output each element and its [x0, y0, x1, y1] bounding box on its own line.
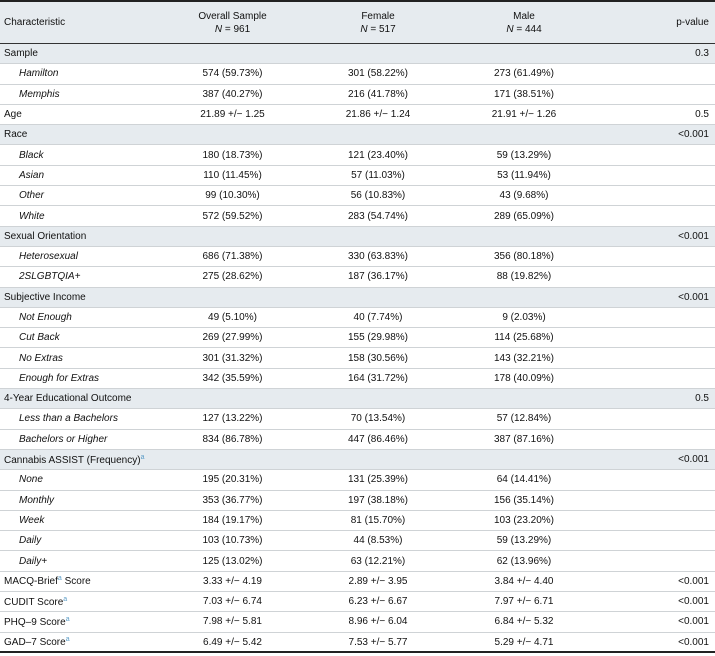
- row-label-text: Heterosexual: [19, 251, 78, 263]
- table-row: [0, 571, 715, 591]
- cell-male: 43 (9.68%): [499, 190, 549, 202]
- row-label: [0, 389, 160, 409]
- cell-overall: 125 (13.02%): [202, 555, 263, 567]
- row-label-text: None: [19, 474, 43, 486]
- row-label: [0, 287, 160, 307]
- table-body: [0, 44, 715, 653]
- row-label-text: Sexual Orientation: [4, 230, 87, 242]
- cell-male: 53 (11.94%): [497, 169, 551, 181]
- cell-male: 356 (80.18%): [493, 251, 555, 263]
- group-row: [0, 125, 715, 145]
- cell-pvalue: <0.001: [678, 454, 709, 466]
- row-label: [0, 206, 160, 226]
- row-label: [0, 632, 160, 652]
- cell-female: 301 (58.22%): [347, 68, 409, 80]
- header-male-n-value: = 444: [513, 23, 542, 35]
- row-label-text: 4-Year Educational Outcome: [4, 393, 132, 405]
- cell-female: 2.89 +/− 3.95: [348, 575, 408, 587]
- row-label-text: Asian: [19, 169, 45, 181]
- row-label: [0, 531, 160, 551]
- cell-overall: [160, 226, 305, 246]
- row-label-text: Not Enough: [19, 312, 72, 323]
- cell-female: 21.86 +/− 1.24: [345, 109, 411, 121]
- row-label-text: Monthly: [19, 494, 55, 506]
- cell-female: 70 (13.54%): [350, 413, 406, 425]
- cell-pvalue: [597, 145, 715, 165]
- row-label: [0, 165, 160, 185]
- cell-pvalue: [597, 84, 715, 104]
- cell-male: 143 (32.21%): [493, 352, 555, 364]
- cell-pvalue: 0.5: [695, 393, 709, 405]
- cell-female: 131 (25.39%): [347, 474, 409, 486]
- cell-overall: 195 (20.31%): [202, 474, 263, 486]
- table-row: [0, 490, 715, 510]
- group-row: [0, 389, 715, 409]
- cell-male: 88 (19.82%): [496, 271, 552, 283]
- table-row: [0, 246, 715, 266]
- cell-pvalue: [597, 165, 715, 185]
- cell-pvalue: <0.001: [678, 636, 709, 648]
- cell-male: 6.84 +/− 5.32: [494, 616, 554, 628]
- header-female-n-value: = 517: [367, 23, 396, 35]
- row-label: [0, 307, 160, 327]
- row-label-text: White: [19, 210, 45, 222]
- cell-male: 64 (14.41%): [496, 474, 552, 486]
- cell-male: 171 (38.51%): [493, 88, 555, 100]
- table-header: [0, 1, 715, 44]
- cell-overall: [160, 389, 305, 409]
- cell-male: 7.97 +/− 6.71: [494, 596, 554, 608]
- cell-female: [305, 287, 451, 307]
- cell-female: 56 (10.83%): [350, 190, 406, 202]
- row-label-text: Bachelors or Higher: [19, 433, 108, 445]
- group-row: [0, 287, 715, 307]
- footnote-marker: a: [63, 595, 68, 603]
- header-overall: [160, 1, 305, 44]
- row-label: [0, 226, 160, 246]
- cell-male: [451, 44, 597, 64]
- header-overall-n-label: N: [214, 23, 223, 35]
- header-male: [451, 1, 597, 44]
- row-label: [0, 246, 160, 266]
- row-label-text: No Extras: [19, 352, 63, 364]
- row-label-text: Week: [19, 514, 45, 526]
- cell-female: 63 (12.21%): [350, 555, 406, 567]
- cell-overall: 342 (35.59%): [202, 372, 263, 384]
- header-male-label: Male: [513, 10, 535, 22]
- cell-female: 57 (11.03%): [351, 169, 405, 181]
- cell-pvalue: [597, 551, 715, 571]
- cell-female: 8.96 +/− 6.04: [348, 616, 408, 628]
- cell-female: 121 (23.40%): [347, 149, 409, 161]
- table-row: [0, 348, 715, 368]
- cell-male: 3.84 +/− 4.40: [494, 575, 554, 587]
- cell-female: 44 (8.53%): [353, 535, 403, 547]
- cell-pvalue: [597, 368, 715, 388]
- cell-female: [305, 449, 451, 469]
- cell-female: 447 (86.46%): [347, 433, 409, 445]
- row-label: [0, 186, 160, 206]
- cell-male: 57 (12.84%): [496, 413, 552, 425]
- cell-pvalue: <0.001: [678, 230, 709, 242]
- table-row: [0, 328, 715, 348]
- row-label: [0, 104, 160, 124]
- header-overall-n: [160, 23, 305, 36]
- header-female: [305, 1, 451, 44]
- header-female-n: [305, 23, 451, 36]
- cell-overall: 3.33 +/− 4.19: [203, 575, 262, 587]
- row-label: [0, 510, 160, 530]
- table-row: [0, 186, 715, 206]
- cell-female: 81 (15.70%): [350, 514, 406, 526]
- table-row: [0, 64, 715, 84]
- row-label: [0, 449, 160, 469]
- row-label: [0, 267, 160, 287]
- cell-pvalue: [597, 490, 715, 510]
- table-row: [0, 429, 715, 449]
- header-overall-n-value: = 961: [222, 23, 251, 35]
- cell-pvalue: <0.001: [678, 616, 709, 628]
- row-label: [0, 429, 160, 449]
- row-label: [0, 612, 160, 632]
- header-male-n: [451, 23, 597, 36]
- row-label-text: Age: [4, 109, 22, 121]
- cell-pvalue: [597, 186, 715, 206]
- cell-overall: 103 (10.73%): [202, 535, 263, 547]
- row-label-text: Sample: [4, 48, 38, 60]
- cell-overall: 275 (28.62%): [202, 271, 263, 283]
- cell-pvalue: [597, 307, 715, 327]
- row-label: [0, 145, 160, 165]
- row-label-text: Less than a Bachelors: [19, 413, 118, 425]
- group-row: [0, 226, 715, 246]
- cell-overall: 6.49 +/− 5.42: [203, 636, 262, 648]
- cell-female: 216 (41.78%): [347, 88, 409, 100]
- row-label-text: Cut Back: [19, 332, 60, 344]
- cell-pvalue: [597, 470, 715, 490]
- cell-overall: 572 (59.52%): [202, 210, 263, 222]
- cell-overall: 127 (13.22%): [202, 413, 263, 425]
- table-row: [0, 470, 715, 490]
- cell-overall: 21.89 +/− 1.25: [200, 109, 265, 121]
- footnote-marker: a: [57, 575, 62, 583]
- row-label-text: MACQ-Brief: [4, 576, 58, 588]
- table-row: [0, 104, 715, 124]
- row-label-text: PHQ–9 Score: [4, 616, 66, 628]
- cell-overall: 269 (27.99%): [202, 332, 263, 344]
- cell-male: [451, 125, 597, 145]
- header-overall-label: Overall Sample: [198, 10, 267, 22]
- row-label: [0, 125, 160, 145]
- cell-female: 6.23 +/− 6.67: [348, 596, 408, 608]
- cell-pvalue: [597, 531, 715, 551]
- footnote-marker: a: [140, 453, 145, 461]
- row-label: [0, 44, 160, 64]
- cell-pvalue: [597, 409, 715, 429]
- cell-female: 187 (36.17%): [347, 271, 409, 283]
- row-label-text: CUDIT Score: [4, 596, 64, 608]
- table-row: [0, 165, 715, 185]
- row-label: [0, 328, 160, 348]
- cell-male: [451, 287, 597, 307]
- cell-pvalue: [597, 246, 715, 266]
- row-label: [0, 571, 160, 591]
- table-row: [0, 307, 715, 327]
- row-label-suffix: Score: [61, 576, 91, 588]
- row-label-text: Hamilton: [19, 68, 59, 80]
- cell-overall: 110 (11.45%): [203, 169, 262, 181]
- row-label: [0, 64, 160, 84]
- cell-female: 283 (54.74%): [347, 210, 409, 222]
- group-row: [0, 44, 715, 64]
- cell-male: 21.91 +/− 1.26: [491, 109, 557, 121]
- cell-overall: 180 (18.73%): [202, 149, 263, 161]
- cell-male: 178 (40.09%): [493, 372, 555, 384]
- group-row: [0, 449, 715, 469]
- cell-male: 59 (13.29%): [496, 149, 552, 161]
- row-label-text: Other: [19, 190, 45, 202]
- table-row: [0, 632, 715, 652]
- row-label-text: Enough for Extras: [19, 372, 100, 384]
- cell-male: 289 (65.09%): [493, 210, 555, 222]
- table-row: [0, 612, 715, 632]
- cell-male: 156 (35.14%): [493, 494, 555, 506]
- header-female-label: Female: [361, 10, 395, 22]
- cell-male: 114 (25.68%): [494, 332, 554, 344]
- table-row: [0, 84, 715, 104]
- header-male-n-label: N: [506, 23, 514, 35]
- cell-female: 40 (7.74%): [353, 312, 403, 323]
- cell-female: [305, 226, 451, 246]
- cell-overall: 99 (10.30%): [205, 190, 260, 202]
- cell-male: 59 (13.29%): [496, 535, 552, 547]
- cell-pvalue: <0.001: [678, 575, 709, 587]
- header-pvalue: p-value: [676, 17, 709, 28]
- row-label-text: Daily+: [19, 555, 48, 567]
- cell-male: [451, 226, 597, 246]
- row-label: [0, 592, 160, 612]
- cell-female: 164 (31.72%): [347, 372, 409, 384]
- cell-male: 62 (13.96%): [496, 555, 552, 567]
- cell-male: 5.29 +/− 4.71: [494, 636, 554, 648]
- cell-female: 158 (30.56%): [347, 352, 409, 364]
- row-label-text: Race: [4, 129, 28, 141]
- cell-male: [451, 389, 597, 409]
- table-row: [0, 409, 715, 429]
- row-label: [0, 409, 160, 429]
- cell-male: 103 (23.20%): [493, 514, 555, 526]
- row-label: [0, 551, 160, 571]
- cell-pvalue: <0.001: [678, 129, 709, 141]
- row-label: [0, 368, 160, 388]
- cell-pvalue: <0.001: [678, 596, 709, 608]
- cell-female: 155 (29.98%): [347, 332, 409, 344]
- cell-overall: [160, 125, 305, 145]
- cell-overall: 353 (36.77%): [202, 494, 263, 506]
- cell-overall: 834 (86.78%): [202, 433, 263, 445]
- row-label-text: Memphis: [19, 88, 60, 100]
- row-label: [0, 84, 160, 104]
- cell-overall: 49 (5.10%): [208, 312, 257, 323]
- cell-male: [451, 449, 597, 469]
- cell-pvalue: [597, 206, 715, 226]
- table-row: [0, 531, 715, 551]
- cell-female: 7.53 +/− 5.77: [348, 636, 408, 648]
- cell-overall: [160, 287, 305, 307]
- cell-overall: [160, 44, 305, 64]
- cell-pvalue: [597, 429, 715, 449]
- table-row: [0, 267, 715, 287]
- cell-male: 273 (61.49%): [493, 68, 555, 80]
- table-row: [0, 145, 715, 165]
- cell-pvalue: [597, 510, 715, 530]
- cell-female: 197 (38.18%): [347, 494, 409, 506]
- cell-female: [305, 44, 451, 64]
- cell-female: [305, 389, 451, 409]
- cell-overall: 574 (59.73%): [202, 68, 263, 80]
- row-label: [0, 490, 160, 510]
- row-label: [0, 348, 160, 368]
- cell-pvalue: [597, 267, 715, 287]
- cell-pvalue: [597, 64, 715, 84]
- footnote-marker: a: [65, 615, 70, 623]
- row-label: [0, 470, 160, 490]
- cell-overall: [160, 449, 305, 469]
- cell-male: 9 (2.03%): [502, 312, 546, 323]
- table-row: [0, 510, 715, 530]
- row-label-text: Cannabis ASSIST (Frequency): [4, 454, 141, 466]
- row-label-text: Subjective Income: [4, 291, 86, 303]
- table-row: [0, 551, 715, 571]
- header-female-n-label: N: [360, 23, 368, 35]
- cell-pvalue: [597, 348, 715, 368]
- cell-overall: 387 (40.27%): [202, 88, 263, 100]
- cell-male: 387 (87.16%): [493, 433, 555, 445]
- cell-overall: 7.98 +/− 5.81: [203, 616, 262, 628]
- row-label-text: 2SLGBTQIA+: [19, 271, 81, 283]
- cell-pvalue: <0.001: [678, 291, 709, 303]
- table-row: [0, 206, 715, 226]
- row-label-text: Daily: [19, 535, 42, 547]
- cell-female: 330 (63.83%): [347, 251, 409, 263]
- header-row: [0, 1, 715, 44]
- row-label-text: Black: [19, 149, 44, 161]
- cell-female: [305, 125, 451, 145]
- cell-overall: 7.03 +/− 6.74: [203, 596, 262, 608]
- table-row: [0, 592, 715, 612]
- cell-overall: 301 (31.32%): [202, 352, 263, 364]
- cell-pvalue: [597, 328, 715, 348]
- table-row: [0, 368, 715, 388]
- cell-pvalue: 0.5: [695, 109, 709, 121]
- row-label-text: GAD–7 Score: [4, 637, 66, 648]
- cell-overall: 184 (19.17%): [202, 514, 263, 526]
- cell-pvalue: 0.3: [695, 48, 709, 60]
- header-characteristic: Characteristic: [4, 17, 66, 28]
- footnote-marker: a: [65, 636, 70, 643]
- cell-overall: 686 (71.38%): [202, 251, 263, 263]
